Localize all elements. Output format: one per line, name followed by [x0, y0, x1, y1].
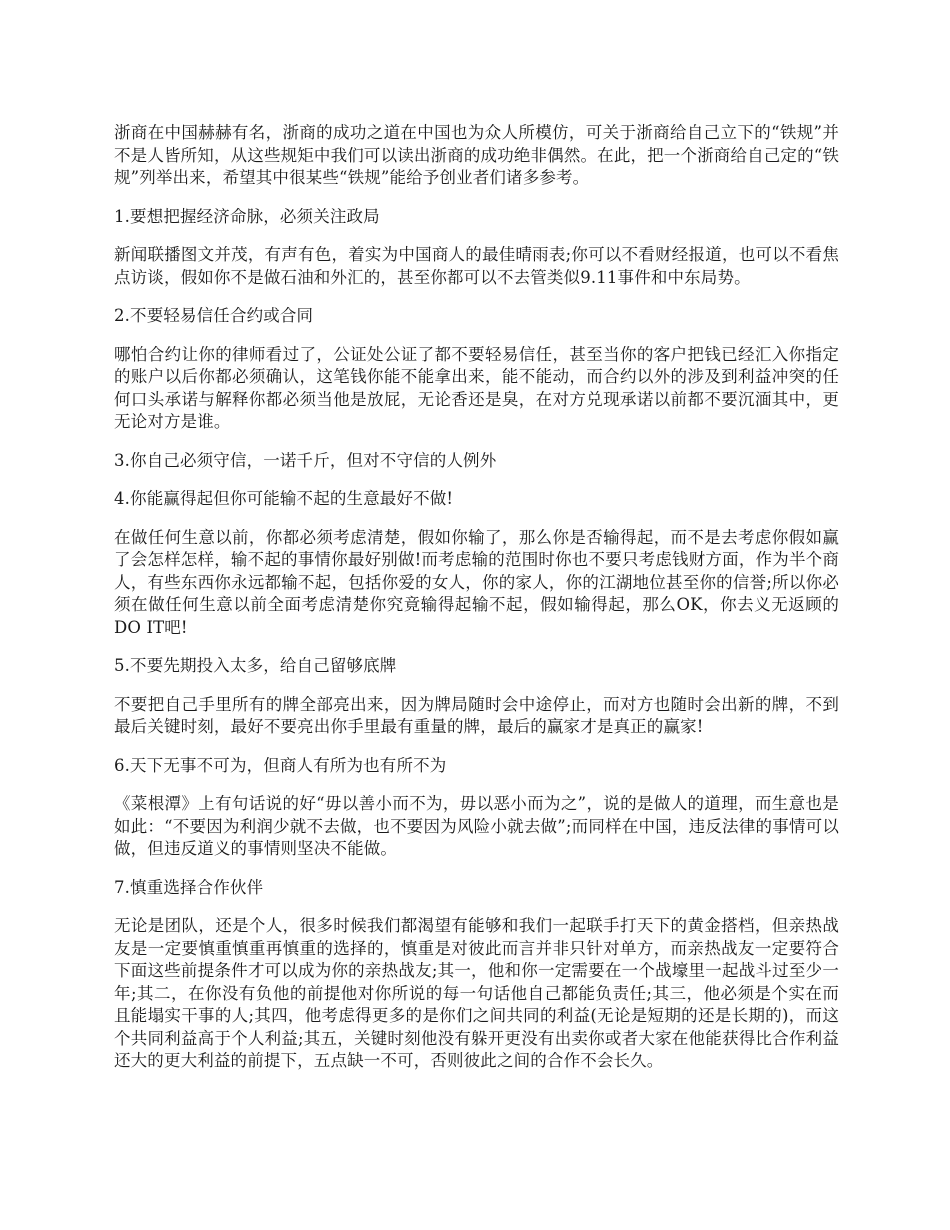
section-6-heading: 6.天下无事不可为，但商人有所为也有所不为: [114, 755, 447, 775]
section-4-heading: 4.你能赢得起但你可能输不起的生意最好不做!: [114, 489, 454, 508]
section-1-body: 新闻联播图文并茂，有声有色，着实为中国商人的最佳晴雨表;你可以不看财经报道，也可以不看焦点访谈，假如你不是做石油和外汇的，甚至你都可以不去管类似9.11事件和中东局势。: [114, 245, 839, 287]
section-5-heading: 5.不要先期投入太多，给自己留够底牌: [114, 656, 397, 675]
section-7-body: 无论是团队，还是个人，很多时候我们都渴望有能够和我们一起联手打天下的黄金搭档，但亲热战友是一定要慎重慎重再慎重的选择的，慎重是对彼此而言并非只针对单方，而亲热战友一定要符合下面这些前提条件才可以成为你的亲热战友;其一，他和你一定需要在一个战壕里一起战斗过至少一年;其二，在你没有负他的前提他对你所说的每一句话他自己都能负责任;其三，他必须是个实在而且能塌实干事的人;其四，他考虑得更多的是你们之间共同的利益(无论是短期的还是长期的)，而这个共同利益高于个人利益;其五，关键时刻他没有躲开更没有出卖你或者大家在他能获得比合作利益还大的更大利益的前提下，五点缺一不可，否则彼此之间的合作不会长久。: [114, 916, 839, 1070]
section-3-heading: 3.你自己必须守信，一诺千斤，但对不守信的人例外: [114, 450, 497, 470]
section-5-body: 不要把自己手里所有的牌全部亮出来，因为牌局随时会中途停止，而对方也随时会出新的牌，不到最后关键时刻，最好不要亮出你手里最有重量的牌，最后的赢家才是真正的赢家!: [114, 694, 839, 736]
section-1-heading: 1.要想把握经济命脉，必须关注政局: [114, 206, 380, 226]
intro-paragraph: 浙商在中国赫赫有名，浙商的成功之道在中国也为众人所模仿，可关于浙商给自己立下的“铁规”并不是人皆所知，从这些规矩中我们可以读出浙商的成功绝非偶然。在此，把一个浙商给自己定的“铁规”列举出来，希望其中很某些“铁规”能给予创业者们诸多参考。: [114, 123, 839, 187]
section-7-heading: 7.慎重选择合作伙伴: [114, 877, 264, 897]
document-page: [114, 122, 839, 1089]
section-4-body: 在做任何生意以前，你都必须考虑清楚，假如你输了，那么你是否输得起，而不是去考虑你假如赢了会怎样怎样，输不起的事情你最好别做!而考虑输的范围时你也不要只考虑钱财方面，作为半个商人，有些东西你永远都输不起，包括你爱的女人，你的家人，你的江湖地位甚至你的信誉;所以你必须在做任何生意以前全面考虑清楚你究竟输得起输不起，假如输得起，那么OK，你去义无返顾的DO IT吧!: [114, 527, 839, 637]
section-2-body: 哪怕合约让你的律师看过了，公证处公证了都不要轻易信任，甚至当你的客户把钱已经汇入你指定的账户以后你都必须确认，这笔钱你能不能拿出来，能不能动，而合约以外的涉及到利益冲突的任何口头承诺与解释你都必须当他是放屁，无论香还是臭，在对方兑现承诺以前都不要沉湎其中，更无论对方是谁。: [114, 344, 839, 431]
section-6-body: 《菜根潭》上有句话说的好“毋以善小而不为，毋以恶小而为之”，说的是做人的道理，而生意也是如此：“不要因为利润少就不去做，也不要因为风险小就去做”;而同样在中国，违反法律的事情可以做，但违反道义的事情则坚决不能做。: [114, 794, 839, 858]
section-2-heading: 2.不要轻易信任合约或合同: [114, 306, 314, 325]
